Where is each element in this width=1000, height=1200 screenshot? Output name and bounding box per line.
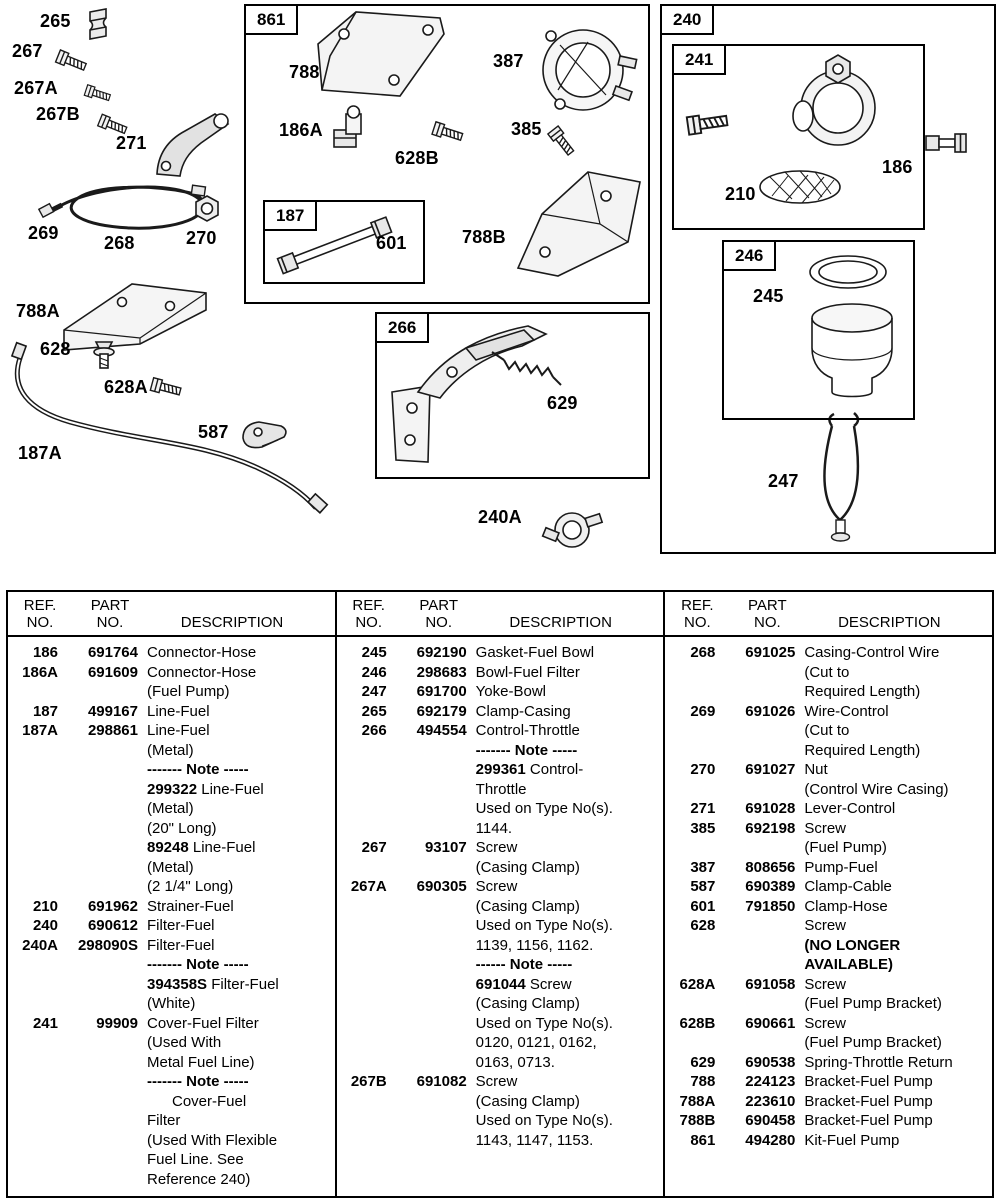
diagram-box-187 <box>263 200 425 284</box>
description: Connector-Hose <box>147 663 257 681</box>
description: (Casing Clamp) <box>475 995 580 1012</box>
table-column-1 <box>8 592 337 1196</box>
part-no: 691026 <box>745 702 796 720</box>
table-row <box>337 838 664 877</box>
description: Filter <box>147 1112 181 1129</box>
part-label-186A: 186A <box>279 120 323 140</box>
part-no: 298861 <box>87 722 138 739</box>
part-label-788A: 788A <box>16 301 60 321</box>
part-label-265: 265 <box>40 11 71 31</box>
description: Casing-Control Wire <box>804 644 940 661</box>
description: Screw <box>475 839 518 856</box>
part-no: 494554 <box>416 722 467 739</box>
ref-no: 267 <box>361 839 387 856</box>
part-no: 691082 <box>416 1073 467 1090</box>
diagram-box-241 <box>672 44 925 230</box>
part-label-187A: 187A <box>18 443 62 463</box>
table-row <box>8 936 335 1014</box>
box-label-241: 241 <box>672 44 726 75</box>
part-label-271: 271 <box>116 133 147 153</box>
box-label-861: 861 <box>244 4 298 35</box>
description: ------- Note ----- <box>147 956 249 973</box>
bracket-788a-illustration <box>64 284 206 350</box>
part-label-587: 587 <box>198 422 229 442</box>
table-row <box>665 975 992 1014</box>
description: 394358S Filter-Fuel <box>147 975 279 993</box>
description: Screw <box>804 917 847 934</box>
part-label-788B: 788B <box>462 227 506 247</box>
description: Nut <box>804 761 828 778</box>
part-no: 499167 <box>87 702 138 720</box>
table-row <box>337 643 664 663</box>
description: (Cut to <box>804 722 850 739</box>
table-row <box>665 1131 992 1151</box>
description: 1139, 1156, 1162. <box>475 936 594 954</box>
part-label-629: 629 <box>547 393 578 413</box>
description: Filter-Fuel <box>147 917 215 934</box>
ref-no: 246 <box>361 663 387 681</box>
description: AVAILABLE) <box>804 956 893 973</box>
description: Connector-Hose <box>147 644 257 661</box>
table-row <box>665 1092 992 1112</box>
ref-no: 271 <box>690 800 716 817</box>
part-no: 692198 <box>745 819 796 837</box>
part-label-240A: 240A <box>478 507 522 527</box>
table-header <box>665 592 992 637</box>
part-label-270: 270 <box>186 228 217 248</box>
ref-no: 629 <box>690 1053 716 1071</box>
part-no: 691027 <box>745 761 796 778</box>
description: Cover-Fuel <box>172 1092 247 1110</box>
table-row <box>337 877 664 1072</box>
part-label-247: 247 <box>768 471 799 491</box>
part-label-186: 186 <box>882 157 913 177</box>
ref-no: 267A <box>350 878 387 895</box>
table-row <box>8 643 335 663</box>
description: (Fuel Pump Bracket) <box>804 1034 942 1051</box>
description: Fuel Line. See <box>147 1151 244 1168</box>
description: 0120, 0121, 0162, <box>475 1034 597 1051</box>
table-header <box>337 592 664 637</box>
table-body <box>8 637 335 1189</box>
table-body <box>337 637 664 1150</box>
description: Control-Throttle <box>475 722 580 739</box>
description: ------- Note ----- <box>147 761 249 778</box>
table-row <box>8 1014 335 1190</box>
ref-no: 385 <box>690 819 716 837</box>
nut-270-illustration <box>196 196 218 221</box>
ref-no: 247 <box>361 683 387 700</box>
header-part-no: PART NO. <box>748 597 787 631</box>
control-wire-268-illustration <box>39 185 206 228</box>
description: Screw <box>804 819 847 837</box>
part-label-245: 245 <box>753 286 784 306</box>
box-label-240: 240 <box>660 4 714 35</box>
description: (NO LONGER <box>804 936 901 954</box>
description: (Used With <box>147 1034 222 1051</box>
ref-no: 187 <box>32 702 58 720</box>
description: (20" Long) <box>147 819 217 837</box>
description: (Fuel Pump) <box>804 839 887 856</box>
screw-267a-icon <box>84 85 111 103</box>
clamp-cable-587-illustration <box>243 422 286 448</box>
table-row <box>8 663 335 702</box>
ref-no: 265 <box>361 702 387 720</box>
parts-table <box>6 590 994 1198</box>
table-row <box>665 702 992 761</box>
table-row <box>665 799 992 819</box>
ref-no: 267B <box>350 1073 387 1090</box>
description: Strainer-Fuel <box>147 897 234 915</box>
header-part-no: PART NO. <box>419 597 458 631</box>
part-no: 223610 <box>745 1092 796 1110</box>
ref-no: 266 <box>361 722 387 739</box>
part-label-628A: 628A <box>104 377 148 397</box>
header-ref-no: REF. NO. <box>681 597 714 631</box>
screw-267-icon <box>56 50 88 73</box>
part-no: 690305 <box>416 878 467 895</box>
ref-no: 268 <box>690 644 716 661</box>
description: Bracket-Fuel Pump <box>804 1112 933 1129</box>
part-no: 691058 <box>745 975 796 993</box>
header-part-no: PART NO. <box>90 597 130 631</box>
ref-no: 210 <box>32 897 58 915</box>
ref-no: 241 <box>32 1014 58 1032</box>
description: 299361 Control- <box>475 761 584 778</box>
description: (Cut to <box>804 663 850 681</box>
description: Bracket-Fuel Pump <box>804 1092 933 1110</box>
part-label-385: 385 <box>511 119 542 139</box>
table-row <box>665 819 992 858</box>
table-row <box>665 877 992 897</box>
description: ------- Note ----- <box>147 1073 249 1090</box>
table-row <box>665 1014 992 1053</box>
part-no: 494280 <box>745 1131 796 1149</box>
description: Screw <box>804 1014 847 1032</box>
description: Spring-Throttle Return <box>804 1053 953 1071</box>
table-row <box>8 721 335 897</box>
description: Clamp-Casing <box>475 702 571 720</box>
description: 299322 Line-Fuel <box>147 780 264 798</box>
ref-no: 245 <box>361 644 387 661</box>
part-no: 791850 <box>745 897 796 915</box>
ref-no: 270 <box>690 761 716 778</box>
part-no: 690389 <box>745 878 796 895</box>
description: Metal Fuel Line) <box>147 1053 255 1071</box>
table-row <box>665 643 992 702</box>
table-row <box>665 760 992 799</box>
table-row <box>8 916 335 936</box>
table-row <box>665 1053 992 1073</box>
table-row <box>665 858 992 878</box>
description: Kit-Fuel Pump <box>804 1131 900 1149</box>
table-row <box>665 1072 992 1092</box>
part-no: 691700 <box>416 683 467 700</box>
box-label-187: 187 <box>263 200 317 231</box>
table-column-2 <box>337 592 666 1196</box>
description: 0163, 0713. <box>475 1053 555 1071</box>
part-no: 808656 <box>745 858 796 876</box>
header-description: DESCRIPTION <box>509 614 612 631</box>
description: 691044 Screw <box>475 975 572 993</box>
description: Used on Type No(s). <box>475 917 613 934</box>
table-row <box>8 702 335 722</box>
table-body <box>665 637 992 1150</box>
part-label-788: 788 <box>289 62 320 82</box>
ref-no: 861 <box>690 1131 716 1149</box>
part-no: 691609 <box>87 663 138 681</box>
table-row <box>337 682 664 702</box>
description: Reference 240) <box>147 1170 251 1188</box>
description: ------ Note ----- <box>475 956 573 973</box>
part-no: 99909 <box>96 1014 138 1032</box>
description: (Metal) <box>147 858 194 876</box>
description: Screw <box>475 878 518 895</box>
ref-no: 601 <box>690 897 716 915</box>
description: Used on Type No(s). <box>475 1112 613 1129</box>
parts-diagram <box>0 0 1000 585</box>
description: Clamp-Hose <box>804 897 888 915</box>
table-row <box>665 916 992 975</box>
diagram-box-246 <box>722 240 915 420</box>
ref-no: 788 <box>690 1073 716 1090</box>
ref-no: 788B <box>679 1112 716 1129</box>
ref-no: 186 <box>32 644 58 661</box>
box-label-266: 266 <box>375 312 429 343</box>
part-no: 93107 <box>424 839 467 856</box>
description: Filter-Fuel <box>147 936 215 954</box>
part-label-267: 267 <box>12 41 43 61</box>
box-label-246: 246 <box>722 240 776 271</box>
description: (Control Wire Casing) <box>804 780 949 798</box>
part-label-628: 628 <box>40 339 71 359</box>
clamp-casing-265-illustration <box>90 9 106 39</box>
header-description: DESCRIPTION <box>838 614 941 631</box>
table-row <box>337 1072 664 1150</box>
part-label-387: 387 <box>493 51 524 71</box>
part-label-628B: 628B <box>395 148 439 168</box>
description: Lever-Control <box>804 800 896 817</box>
ref-no: 240A <box>22 936 58 954</box>
part-label-268: 268 <box>104 233 135 253</box>
description: 1143, 1147, 1153. <box>475 1131 594 1149</box>
ref-no: 240 <box>32 917 58 934</box>
part-no: 224123 <box>745 1073 796 1090</box>
ref-no: 628A <box>679 975 716 993</box>
part-no: 690612 <box>87 917 138 934</box>
description: Line-Fuel <box>147 702 210 720</box>
description: Yoke-Bowl <box>475 683 546 700</box>
description: Screw <box>804 975 847 993</box>
part-no: 298090S <box>77 936 138 954</box>
description: 1144. <box>475 819 513 837</box>
fuel-filter-240a-illustration <box>543 513 603 547</box>
part-no: 690661 <box>745 1014 796 1032</box>
header-description: DESCRIPTION <box>180 614 284 631</box>
part-label-601: 601 <box>376 233 407 253</box>
part-label-267B: 267B <box>36 104 80 124</box>
description: (Casing Clamp) <box>475 1092 580 1110</box>
part-label-267A: 267A <box>14 78 58 98</box>
ref-no: 387 <box>690 858 716 876</box>
table-row <box>665 1111 992 1131</box>
description: Required Length) <box>804 683 921 700</box>
description: (Casing Clamp) <box>475 897 580 915</box>
description: Throttle <box>475 780 527 798</box>
header-ref-no: REF. NO. <box>23 597 57 631</box>
description: (Casing Clamp) <box>475 858 580 876</box>
description: Clamp-Cable <box>804 878 892 895</box>
description: (Metal) <box>147 741 194 759</box>
table-row <box>337 721 664 838</box>
table-column-3 <box>665 592 992 1196</box>
part-no: 691764 <box>87 644 138 661</box>
table-row <box>337 702 664 722</box>
description: ------- Note ----- <box>475 741 578 759</box>
description: (Used With Flexible <box>147 1131 278 1149</box>
description: Required Length) <box>804 741 921 759</box>
part-label-269: 269 <box>28 223 59 243</box>
part-no: 691025 <box>745 644 796 661</box>
header-ref-no: REF. NO. <box>352 597 385 631</box>
ref-no: 187A <box>22 722 58 739</box>
description: Line-Fuel <box>147 722 210 739</box>
description: Used on Type No(s). <box>475 1014 613 1032</box>
lever-control-271-illustration <box>157 114 228 176</box>
part-no: 298683 <box>416 663 467 681</box>
description: 89248 Line-Fuel <box>147 839 256 856</box>
description: Gasket-Fuel Bowl <box>475 644 595 661</box>
description: Wire-Control <box>804 702 889 720</box>
table-row <box>665 897 992 917</box>
part-no <box>715 916 795 936</box>
ref-no: 628B <box>679 1014 716 1032</box>
diagram-box-266 <box>375 312 650 479</box>
description: Bracket-Fuel Pump <box>804 1073 933 1090</box>
description: (2 1/4" Long) <box>147 878 234 895</box>
part-no: 692190 <box>416 644 467 661</box>
part-label-210: 210 <box>725 184 756 204</box>
description: Cover-Fuel Filter <box>147 1014 259 1032</box>
table-row <box>337 663 664 683</box>
part-no: 690458 <box>745 1112 796 1129</box>
ref-no: 587 <box>690 878 716 895</box>
part-no: 692179 <box>416 702 467 720</box>
ref-no: 269 <box>690 702 716 720</box>
screw-628a-icon <box>150 378 181 398</box>
description: (White) <box>147 995 196 1012</box>
part-no: 690538 <box>745 1053 796 1071</box>
table-row <box>8 897 335 917</box>
description: Used on Type No(s). <box>475 800 613 817</box>
description: Bowl-Fuel Filter <box>475 663 580 681</box>
description: Screw <box>475 1073 518 1090</box>
description: Pump-Fuel <box>804 858 878 876</box>
description: (Fuel Pump Bracket) <box>804 995 942 1012</box>
part-no: 691028 <box>745 800 796 817</box>
description: (Metal) <box>147 800 194 817</box>
ref-no: 628 <box>690 917 716 934</box>
part-no: 691962 <box>87 897 138 915</box>
ref-no: 186A <box>22 663 58 681</box>
table-header <box>8 592 335 637</box>
ref-no: 788A <box>679 1092 716 1110</box>
description: (Fuel Pump) <box>147 683 230 700</box>
